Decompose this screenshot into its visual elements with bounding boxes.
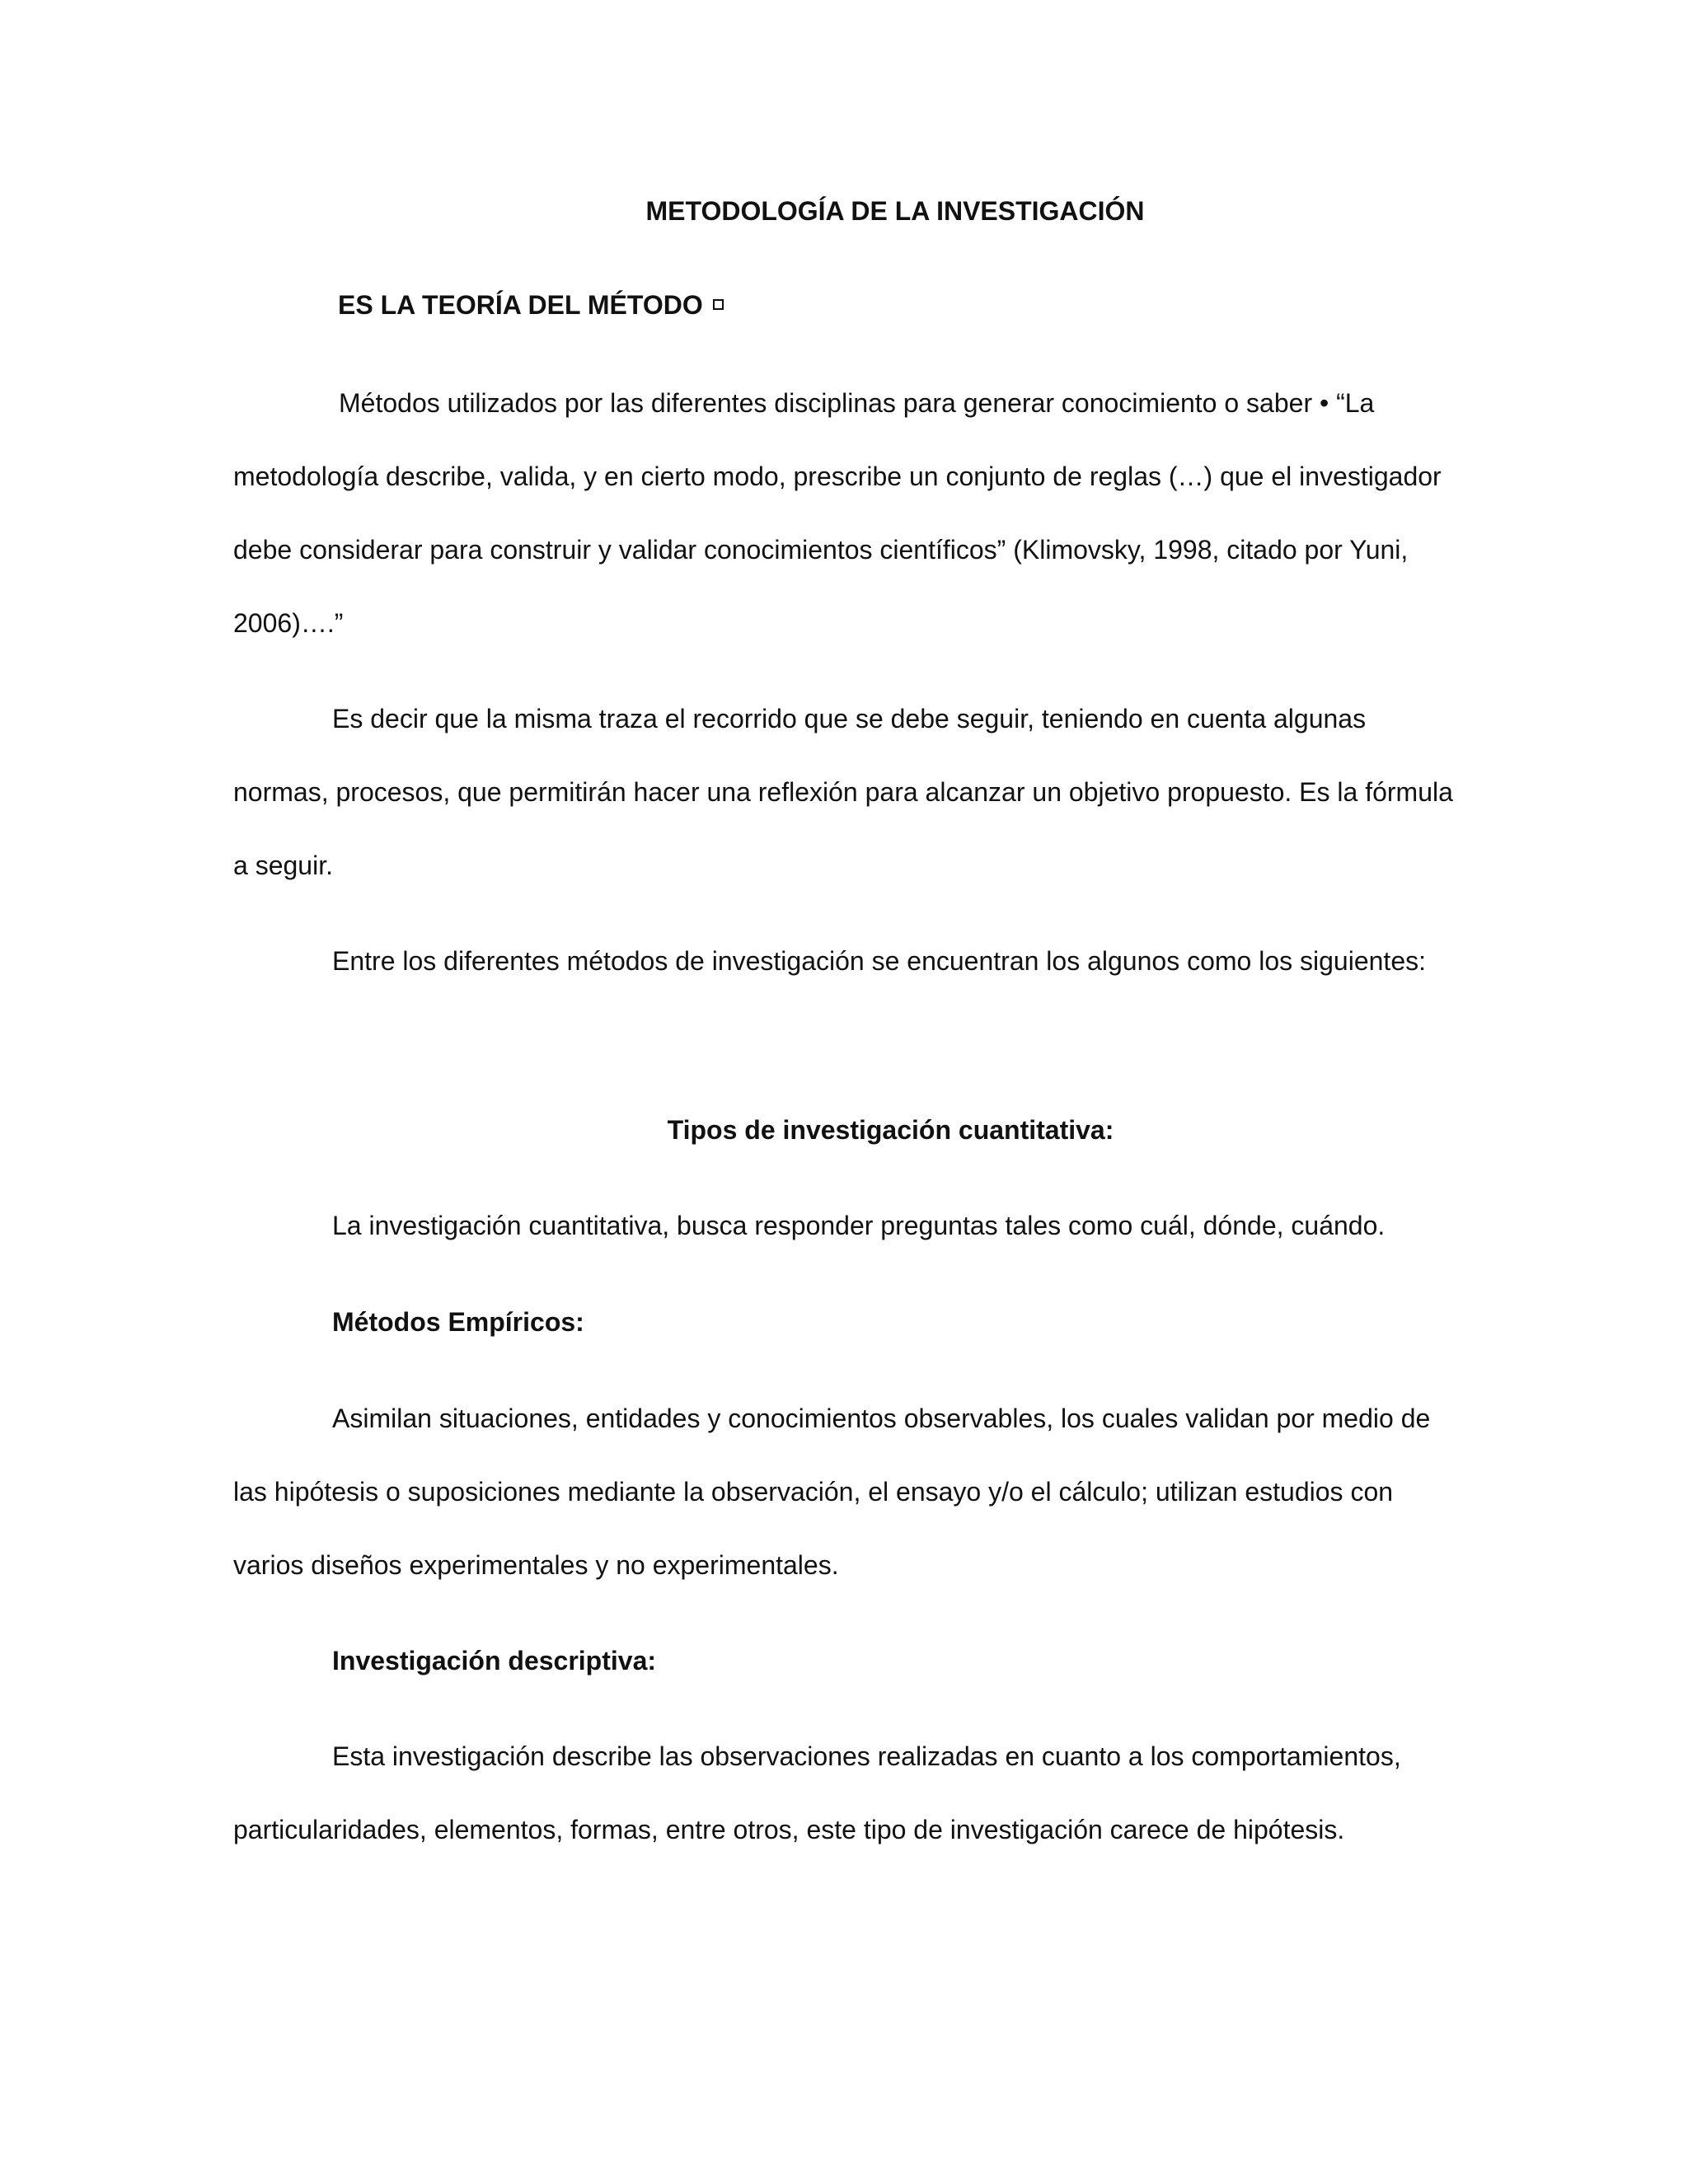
paragraph-esta-investigacion: Esta investigación describe las observaciones realizadas en cuanto a los comportamientos, particularidades, elementos, formas, entre otros, este tipo de investigación carece de hipótesis.	[233, 1741, 1401, 1844]
section-subtitle	[338, 269, 724, 342]
small-square-icon	[713, 299, 724, 310]
heading-tipos-cuantitativa: Tipos de investigación cuantitativa:	[667, 1115, 1114, 1145]
paragraph-metodos-utilizados: Métodos utilizados por las diferentes disciplinas para generar conocimiento o saber • “La metodología describe, valida, y en cierto modo, prescribe un conjunto de reglas (…) que el investigador debe considerar para construir y validar conocimientos científicos” (Klimovsky, 1998, citado por Yuni, 2006)….”	[233, 388, 1442, 638]
paragraph-investigacion-cuantitativa: La investigación cuantitativa, busca responder preguntas tales como cuál, dónde, cuándo.	[332, 1211, 1386, 1240]
paragraph-es-decir: Es decir que la misma traza el recorrido que se debe seguir, teniendo en cuenta algunas normas, procesos, que permitirán hacer una reflexión para alcanzar un objetivo propuesto. Es la fórmula a seguir.	[233, 704, 1453, 880]
paragraph-asimilan: Asimilan situaciones, entidades y conocimientos observables, los cuales validan por medio de las hipótesis o suposiciones mediante la observación, el ensayo y/o el cálculo; utilizan estudios con varios diseños experimentales y no experimentales.	[233, 1404, 1431, 1580]
heading-metodos-empiricos: Métodos Empíricos:	[332, 1307, 584, 1337]
document-title: METODOLOGÍA DE LA INVESTIGACIÓN	[645, 196, 1145, 226]
subtitle-text: ES LA TEORÍA DEL MÉTODO	[338, 290, 703, 320]
paragraph-entre-los-metodos: Entre los diferentes métodos de investigación se encuentran los algunos como los siguientes:	[332, 946, 1426, 976]
heading-investigacion-descriptiva: Investigación descriptiva:	[332, 1646, 657, 1675]
